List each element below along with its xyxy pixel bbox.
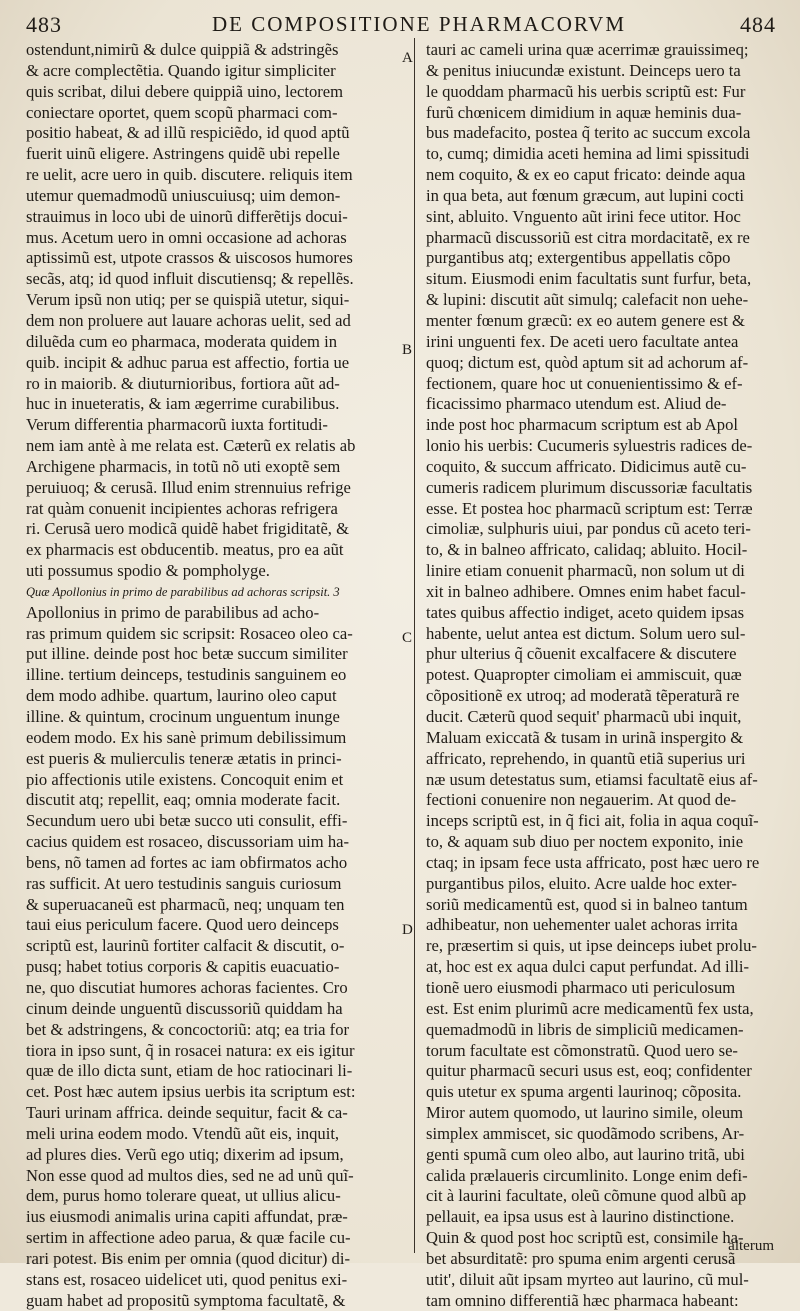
text-line: re, præsertim si quis, ut ipse deinceps iubet prolu- [426, 936, 757, 956]
catchword: alterum [728, 1238, 774, 1254]
text-line: calida prælaueris circumlinito. Longe enim defi- [426, 1165, 748, 1185]
text-line: irini unguenti fex. De aceti uero facultate antea [426, 331, 739, 351]
text-line: Maluam exiccatã & tusam in urinã inspergito & [426, 727, 744, 747]
text-line: Secundum uero ubi betæ succo uti consulit, effi- [26, 811, 348, 831]
margin-marker-c: C [402, 630, 413, 646]
text-line: pellauit, ea ipsa usus est à laurino distinctione. [426, 1207, 735, 1227]
text-line: Verum differentia pharmacorũ iuxta fortitudi- [26, 415, 328, 435]
text-line: secãs, atq; id quod influit discutiensq; & repellẽs. [26, 269, 354, 289]
text-line: inde post hoc pharmacum scriptum est ab Apol [426, 415, 738, 435]
right-page-number: 484 [740, 12, 776, 37]
text-line: pio affectionis utile existens. Concoquit enim et [26, 769, 344, 789]
text-line: peruiuoq; & cerusã. Illud enim strennuius refrige [26, 477, 351, 497]
column-divider [414, 38, 415, 1253]
running-title: DE COMPOSITIONE PHARMACORVM [212, 12, 627, 36]
text-line: nem iam antè à me relata est. Cæterũ ex relatis ab [26, 436, 356, 456]
text-line: tionẽ uero eiusmodi pharmaco uti periculosum [426, 977, 736, 997]
text-line: linire etiam conuenit pharmacũ, non solum ut di [426, 561, 745, 581]
text-line: purgantibus atq; extergentibus appellatis cõpo [426, 248, 731, 268]
text-line: Tauri urinam affrica. deinde sequitur, facit & ca- [26, 1103, 348, 1123]
text-line: re uelit, acre uero in quib. discutere. reliquis item [26, 165, 353, 185]
text-line: ducit. Cæterũ quod sequit' pharmacũ ubi inquit, [426, 707, 742, 726]
left-page-number: 483 [26, 12, 62, 37]
text-line: ius eiusmodi animalis urina capiti affundat, præ- [26, 1207, 348, 1227]
text-line: illine. & quintum, crocinum unguentum inunge [26, 707, 340, 726]
text-line: quis utetur ex spuma argenti laurinoq; cõposita. [426, 1082, 742, 1102]
text-line: quæ de illo dicta sunt, etiam de hoc ratiocinari li- [26, 1061, 353, 1081]
text-line: ro in maiorib. & diuturnioribus, fortiora aũt ad- [26, 373, 340, 393]
text-line: quitur pharmacũ securi usus est, eoq; confidenter [426, 1061, 752, 1081]
text-line: meli urina eodem modo. Vtendũ aũt eis, inquit, [26, 1123, 340, 1143]
text-line: scriptũ est, laurinũ fortiter calfacit & discutit, o- [26, 936, 345, 956]
text-line: est. Est enim plurimũ acre medicamentũ fex usta, [426, 998, 754, 1018]
text-line: utemur quemadmodũ uniuscuiusq; uim demon- [26, 185, 341, 205]
text-line: næ usum detestatus sum, etiamsi facultatẽ eius af- [426, 769, 758, 789]
text-line: cet. Post hæc autem ipsius uerbis ita scriptum est: [26, 1082, 356, 1102]
text-line: Archigene pharmacis, in totũ nõ uti exoptẽ sem [26, 456, 341, 476]
text-line: habente, uelut antea est dictum. Solum uero sul- [426, 623, 746, 643]
right-text-column [426, 40, 782, 1311]
text-line: situm. Eiusmodi enim facultatis sunt furfur, beta, [426, 269, 752, 289]
text-line: bens, nõ tamen ad fortes ac iam obfirmatos acho [26, 852, 348, 872]
text-line: tam omnino differentiã hæc pharmaca habeant: [426, 1290, 739, 1310]
text-line: put illine. deinde post hoc betæ succum similiter [26, 644, 348, 664]
text-line: xit in balneo adhibere. Omnes enim habet facul- [426, 581, 746, 601]
text-line: fuerit uinũ eligere. Astringens quidẽ ubi repelle [26, 144, 340, 164]
text-line: menter fœnum græcũ: ex eo autem genere est & [426, 310, 745, 330]
text-line: bus madefacito, postea q̃ terito ac succum excola [426, 123, 751, 143]
text-line: quib. incipit & adhuc parua est affectio, fortia ue [26, 352, 350, 372]
text-line: cumeris radicem plurimum discussoriæ facultatis [426, 477, 753, 497]
text-line: le quoddam pharmacũ his uerbis scriptũ est: Fur [426, 81, 746, 101]
text-line: at, hoc est ex aqua dulci caput perfundat. Ad illi- [426, 957, 750, 977]
text-line: phur ulterius q̃ cõuenit excalfacere & discutere [426, 644, 737, 664]
text-line: ras sufficit. At uero testudinis sanguis curiosum [26, 873, 342, 893]
text-line: ri. Cerusã uero modicã quidẽ habet frigiditatẽ, & [26, 519, 350, 539]
text-line: affricato, reprehendo, in quantũ etiã superius uri [426, 748, 746, 768]
text-line: fectioni conuenire non negauerim. At quod de- [426, 790, 737, 810]
text-line: tates quibus affectio indiget, aceto quidem ipsas [426, 602, 745, 622]
text-line: rat quàm conuenit incipientes achoras refrigera [26, 498, 338, 518]
text-line: discutit atq; repellit, eaq; omnia moderate facit. [26, 790, 341, 810]
text-line: & lupini: discutit aũt simulq; calefacit non uehe- [426, 290, 749, 310]
text-line: purgantibus pilos, eluito. Acre ualde hoc exter- [426, 873, 737, 893]
text-line: cit à laurini facultate, oleũ cõmune quod albũ ap [426, 1186, 747, 1206]
text-line: dem, purus homo tolerare queat, ut ullius alicu- [26, 1186, 341, 1206]
margin-marker-a: A [402, 50, 413, 66]
text-line: eodem modo. Ex his sanè primum debilissimum [26, 727, 347, 747]
text-line: & penitus iniucundæ existunt. Deinceps uero ta [426, 60, 741, 80]
margin-marker-d: D [402, 922, 413, 938]
text-line: quemadmodũ in libris de simpliciũ medicamen- [426, 1019, 744, 1039]
text-line: tiora in ipso sunt, q̃ in rosacei natura: ex eis igitur [26, 1040, 355, 1060]
text-line: Apollonius in primo de parabilibus ad acho- [26, 602, 320, 622]
text-line: dem modo adhibe. quartum, laurino oleo caput [26, 686, 337, 706]
text-line: inceps scriptũ est, in q̃ fici ait, folia in aqua coquĩ- [426, 811, 759, 831]
text-line: esse. Et postea hoc pharmacũ scriptum est: Terræ [426, 498, 753, 518]
text-line: tauri ac cameli urina quæ acerrimæ grauissimeq; [426, 40, 749, 59]
text-line: quoq; dictum est, quòd aptum sit ad achorum af- [426, 352, 749, 372]
text-line: est pueris & mulierculis teneræ ætatis in princi- [26, 748, 342, 768]
text-line: sertim in affectione adeo parua, & quæ facile cu- [26, 1228, 351, 1248]
text-line: simplex ammiscet, sic quodãmodo scribens, Ar- [426, 1123, 745, 1143]
text-line: mus. Acetum uero in omni occasione ad achoras [26, 227, 347, 247]
text-line: cimoliæ, sulphuris uiui, par pondus cũ aceto teri- [426, 519, 751, 539]
text-line: to, cumq; dimidia aceti hemina ad limi spissitudi [426, 144, 750, 164]
text-line: ras primum quidem sic scripsit: Rosaceo oleo ca- [26, 623, 353, 643]
text-line: diluẽda cum eo pharmaca, moderata quidem in [26, 331, 338, 351]
text-line: cacius quidem est rosaceo, discussoriam uim ha- [26, 832, 350, 852]
text-line: furũ chœnicem dimidium in aquæ heminis dua- [426, 102, 742, 122]
text-line: ficacissimo pharmaco utendum est. Aliud de- [426, 394, 727, 414]
text-line: fectionem, quare hoc ut conuenientissimo & ef- [426, 373, 743, 393]
text-line: Verum ipsũ non utiq; per se quispiã utetur, siqui- [26, 290, 350, 310]
text-line: Quin & quod post hoc scriptũ est, consimile ha- [426, 1228, 744, 1248]
text-line: & acre complectẽtia. Quando igitur simpliciter [26, 60, 336, 80]
text-line: ex pharmacis est obducentib. meatus, pro ea aũt [26, 540, 344, 560]
text-line: taui eius periculum facere. Quod uero deinceps [26, 915, 339, 935]
text-line: stans est, rosaceo uidelicet uti, quod penitus exi- [26, 1269, 348, 1289]
text-line: Miror autem quomodo, ut laurino simile, oleum [426, 1103, 744, 1123]
text-line: dem non proluere aut lauare achoras uelit, sed ad [26, 310, 351, 330]
text-line: adhibeatur, non uehementer ualet achoras irrita [426, 915, 738, 935]
text-line: & superuacaneũ est pharmacũ, neq; unquam ten [26, 894, 345, 914]
text-line: ne, quo discutiat humores achoras facientes. Cro [26, 977, 348, 997]
margin-marker-b: B [402, 342, 413, 358]
text-line: huc in inueteratis, & iam ægerrime curabilibus. [26, 394, 340, 414]
text-line: quis scribat, dilui debere quippiã uino, lectorem [26, 81, 344, 101]
text-line: to, & aquam sub diuo per noctem exponito, inie [426, 832, 744, 852]
text-line: in qua beta, aut fœnum græcum, aut lupini cocti [426, 185, 744, 205]
text-line: cõpositionẽ ex utroq; ad moderatã tẽperaturã re [426, 686, 740, 706]
text-line: potest. Quapropter cimoliam ei ammiscuit, quæ [426, 665, 742, 685]
text-line: utit', diluit aũt ipsam myrteo aut laurino, cũ mul- [426, 1269, 749, 1289]
text-line: uti possumus spodio & pompholyge. [26, 561, 270, 581]
text-line: to, & in balneo affricato, calidaq; abluito. Hocil- [426, 540, 748, 560]
text-line: bet absurditatẽ: pro spuma enim argenti cerusã [426, 1248, 736, 1268]
text-line: soriũ medicamentũ est, quod si in balneo tantum [426, 894, 748, 914]
text-line: ostendunt,nimirũ & dulce quippiã & adstringẽs [26, 40, 339, 59]
text-line: coniectare oportet, quem scopũ pharmaci com- [26, 102, 338, 122]
text-line: aptissimũ est, utpote crassos & uiscosos humores [26, 248, 353, 268]
text-line: sint, abluito. Vnguento aũt irini fece utitor. Hoc [426, 206, 741, 226]
text-line: pusq; habet totius corporis & capitis euacuatio- [26, 957, 340, 977]
text-line: coquito, & succum affricato. Didicimus autẽ cu- [426, 456, 747, 476]
text-line: cinum deinde unguentũ discussoriũ quiddam ha [26, 998, 343, 1018]
text-line: illine. tertium deinceps, testudinis sanguinem eo [26, 665, 347, 685]
text-line: lonio his uerbis: Cucumeris syluestris radices de- [426, 436, 753, 456]
page-header [22, 12, 778, 40]
text-line: positio habeat, & ad illũ respiciẽdo, id quod aptũ [26, 123, 350, 143]
text-line: nem coquito, & ex eo caput fricato: deinde aqua [426, 165, 746, 185]
text-line: strauimus in loco ubi de uinorũ differẽtijs docui- [26, 206, 348, 226]
text-line: torum facultate est cõmonstratũ. Quod uero se- [426, 1040, 738, 1060]
left-text-column [26, 40, 400, 1311]
text-line: guam habet ad propositũ symptoma facultatẽ, & [26, 1290, 346, 1310]
text-line: Quæ Apollonius in primo de parabilibus ad achoras scripsit. 3 [26, 584, 340, 599]
text-line: ctaq; in ipsam fece usta affricato, post hæc uero re [426, 852, 760, 872]
text-line: genti spumã cum oleo albo, aut laurino tritã, ubi [426, 1144, 745, 1164]
text-line: bet & adstringens, & concoctoriũ: atq; ea tria for [26, 1019, 350, 1039]
text-line: ad plures dies. Verũ ego utiq; dixerim ad ipsum, [26, 1144, 344, 1164]
text-line: rari potest. Bis enim per omnia (quod dicitur) di- [26, 1248, 350, 1268]
text-line: Non esse quod ad multos dies, sed ne ad unũ quĩ- [26, 1165, 354, 1185]
text-line: pharmacũ discussoriũ est citra mordacitatẽ, ex re [426, 227, 750, 247]
